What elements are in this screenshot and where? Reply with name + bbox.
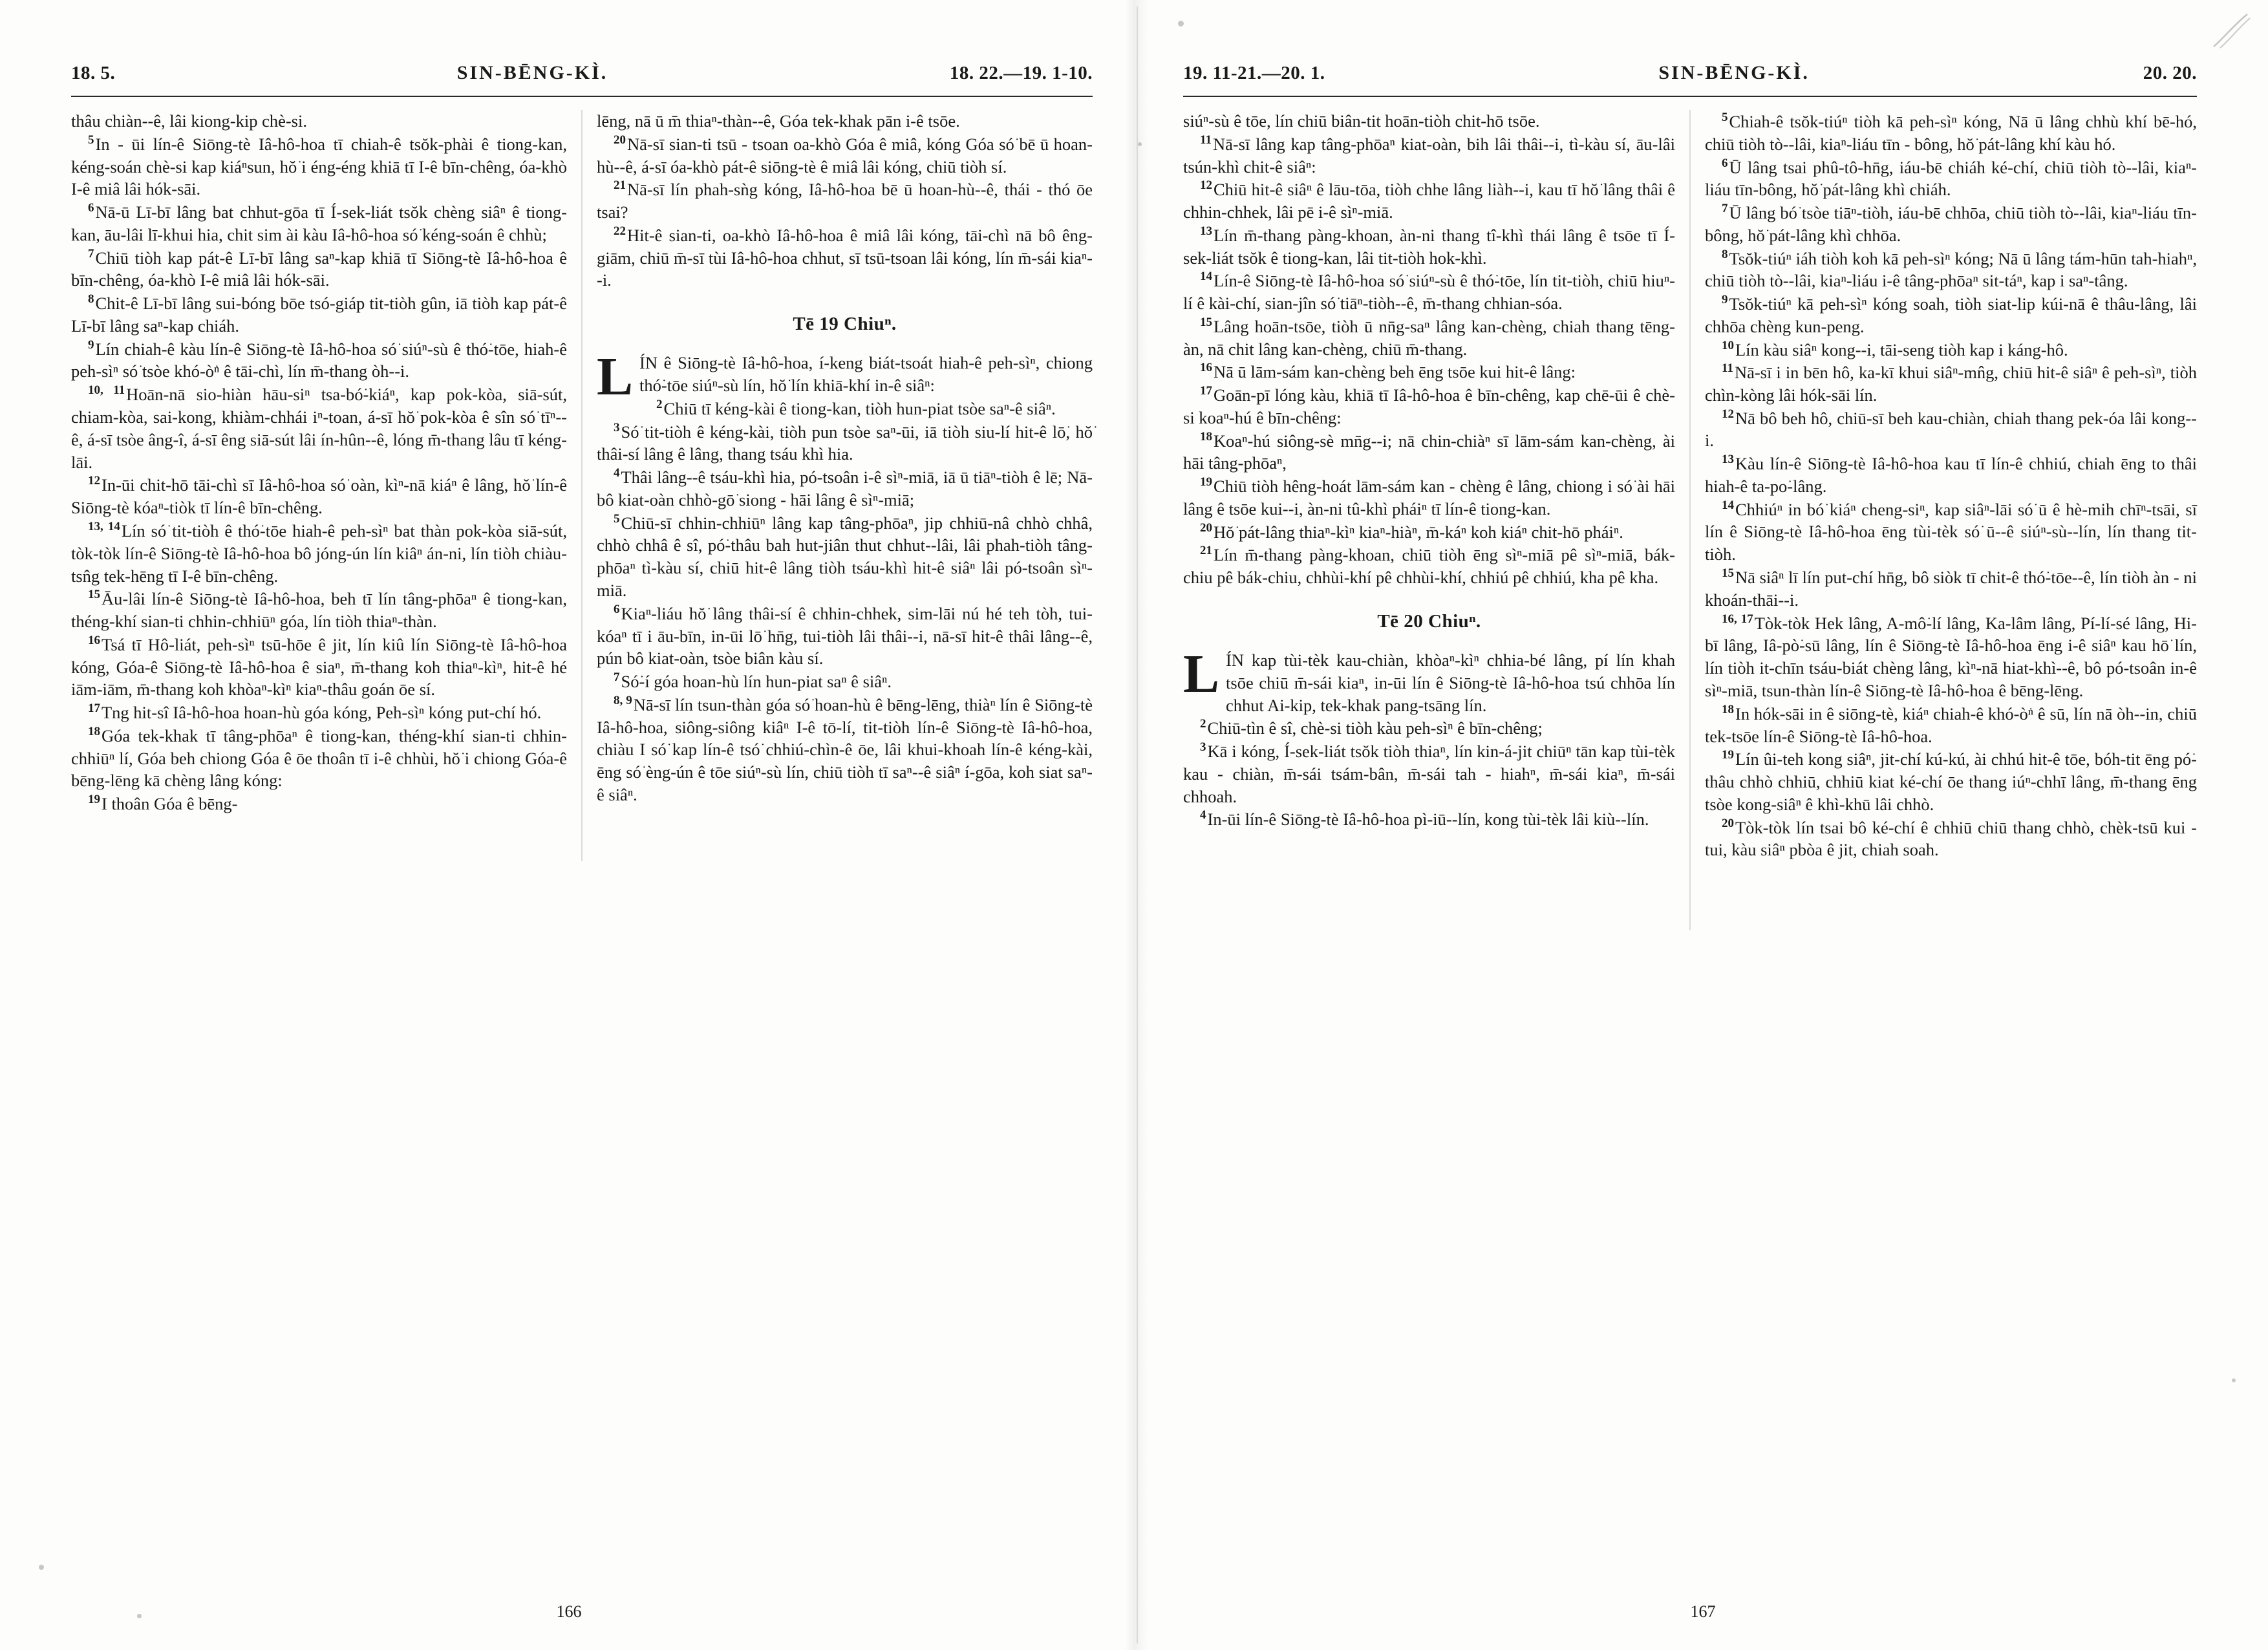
verse-text: Hit-ê sian-ti, oa-khò Iâ-hô-hoa ê miâ lâi kóng, tāi-chì nā bô êng-giām, chiū m̄-sī tùi Iâ-hô-hoa chhut, sī tsū-tsoan lâi kóng, lín m̄-sái kiaⁿ--i. [597, 225, 1093, 290]
verse [71, 200, 567, 246]
verse-text: Chiū tiòh hêng-hoát lām-sám kan - chèng ê lâng, chiong i só͘ ài hāi lâng ê tsōe kui--i, àn-ni tû-khì pháiⁿ tī lín-ê tiong-kan. [1183, 476, 1675, 519]
left-page-header-rule [71, 96, 1093, 97]
verse [1183, 740, 1675, 808]
verse-text: Chiū tī kéng-kài ê tiong-kan, tiòh hun-piat tsòe saⁿ-ê siâⁿ. [663, 398, 1056, 418]
verse [1705, 702, 2197, 748]
verse [1183, 543, 1675, 589]
verse-number: 12 [1722, 407, 1734, 421]
verse-text: Kàu lín-ê Siōng-tè Iâ-hô-hoa kau tī lín-ê chhiú, chiah ēng to thâi hiah-ê ta-po͘-lâng. [1705, 454, 2197, 496]
verse-text: Chiū hit-ê siâⁿ ê lāu-tōa, tiòh chhe lâng liàh--i, kau tī hŏ͘ lâng thâi ê chhin-chhek, lâi pē i-ê sìⁿ-miā. [1183, 180, 1675, 222]
verse [1705, 498, 2197, 566]
verse [597, 133, 1093, 178]
verse-number [88, 816, 89, 830]
right-page-book-title: SIN-BĒNG-KÌ. [1658, 62, 1810, 83]
left-page-column-2 [597, 110, 1093, 861]
verse-number: 17 [1200, 384, 1212, 398]
verse-number: 8 [88, 292, 94, 306]
verse [1705, 566, 2197, 612]
verse-number: 2 [1200, 717, 1206, 731]
verse [1705, 156, 2197, 202]
verse-number: 6 [1722, 156, 1728, 170]
verse [1705, 884, 2197, 908]
verse-text: Āu-lâi lín-ê Siōng-tè Iâ-hô-hoa, beh tī lín tâng-phōaⁿ ê tiong-kan, théng-khí sian-ti chhin-chhiūⁿ góa, lín tiòh thiaⁿ-thàn. [71, 589, 567, 632]
paper-speck [2232, 1378, 2236, 1382]
verse-text: ÍN kap tùi-tèk kau-chiàn, khòaⁿ-kìⁿ chhia-bé lâng, pí lín khah tsōe chiū m̄-sái kiaⁿ, in-ūi lín ê Siōng-tè Iâ-hô-hoa tsú chhōa lín chhut Ai-kip, tek-khak pang-tsāng lín. [1226, 650, 1675, 715]
verse-text: Koaⁿ-hú siông-sè mn̄g--i; nā chin-chiàⁿ sī lām-sám kan-chèng, ài hāi tâng-phōaⁿ, [1183, 431, 1675, 473]
chapter-opening-verse [1183, 643, 1675, 717]
verse-number: 9 [1722, 293, 1728, 307]
verse-text: Lín-ê Siōng-tè Iâ-hô-hoa só͘ siúⁿ-sù ê thó͘-tōe, lín tit-tiòh, chiū hiuⁿ-lí ê kài-chí, sian-jîn só͘ tiāⁿ-tiòh--ê, m̄-thang chhian-sóa. [1183, 271, 1675, 314]
verse [1183, 716, 1675, 740]
left-page-book-title: SIN-BĒNG-KÌ. [456, 62, 608, 83]
verse-text: I thoân Góa ê bēng- [102, 794, 238, 814]
verse [71, 383, 567, 473]
right-page-column-1 [1183, 110, 1675, 930]
text-run: thâu chiàn--ê, lâi kiong-kip chè-si. [71, 111, 307, 131]
verse [71, 246, 567, 292]
verse-number: 15 [1200, 315, 1212, 329]
right-page-header-right-ref: 20. 20. [2143, 63, 2197, 83]
verse-text: Hŏ͘ pát-lâng thiaⁿ-kìⁿ kiaⁿ-hiàⁿ, m̄-káⁿ koh kiáⁿ chit-hō pháiⁿ. [1214, 522, 1623, 542]
verse-text: Só͘-í góa hoan-hù lín hun-piat saⁿ ê siâⁿ. [621, 672, 892, 692]
verse-number: 19 [1722, 748, 1734, 762]
verse-number: 13 [1200, 224, 1212, 238]
verse [1705, 292, 2197, 338]
verse-number: 15 [88, 588, 100, 602]
verse [597, 397, 1093, 420]
left-page-header-right-ref: 18. 22.—19. 1-10. [949, 63, 1093, 83]
verse [1183, 315, 1675, 361]
verse-number: 7 [88, 246, 94, 261]
verse-number: 18 [1200, 429, 1212, 444]
verse-text: Nā-sī i in bēn hô, ka-kī khui siâⁿ-mn̂g, chiū hit-ê siâⁿ ê peh-sìⁿ, tiòh chìn-kòng lâi hók-sāi lín. [1705, 363, 2197, 405]
paper-speck [1138, 142, 1142, 146]
verse [1705, 338, 2197, 361]
verse-number: 6 [614, 602, 620, 616]
verse [71, 338, 567, 383]
verse-text: ÍN ê Siōng-tè Iâ-hô-hoa, í-keng biát-tsoát hiah-ê peh-sìⁿ, chiong thó͘-tōe siúⁿ-sù lín, hŏ͘ lín khiā-khí in-ê siâⁿ: [639, 353, 1093, 396]
verse-number: 18 [1722, 702, 1734, 716]
verse-text: Nā ū lām-sám kan-chèng beh ēng tsōe kui hit-ê lâng: [1214, 362, 1576, 382]
right-page-columns [1183, 110, 2197, 930]
verse-text: Lín só͘ tit-tiòh ê thó͘-tōe hiah-ê peh-sìⁿ bat thàn pok-kòa siā-sút, tòk-tòk lín-ê Siōng-tè Iâ-hô-hoa bô jóng-ún lín kiâⁿ án-ni, lín tiòh chiàu-tsn̂g tek-hēng tī I-ê bīn-chêng. [71, 520, 567, 586]
verse-number: 10, 11 [88, 383, 125, 398]
verse-number: 5 [88, 133, 94, 147]
verse-text: Tsŏk-tiúⁿ iáh tiòh koh kā peh-sìⁿ kóng; Nā ū lâng tám-hūn tah-hiahⁿ, chiū tiòh tò--lâi, kiaⁿ-liáu i-ê tâng-phōaⁿ sit-táⁿ, kap i saⁿ-tâng. [1705, 248, 2197, 291]
verse-number: 3 [614, 420, 620, 434]
verse-number: 20 [1722, 816, 1734, 830]
verse [1183, 133, 1675, 178]
verse-number: 15 [1722, 566, 1734, 581]
verse-number: 4 [614, 466, 620, 480]
verse-number: 19 [88, 793, 100, 807]
verse-number [88, 839, 89, 853]
verse [1705, 908, 2197, 931]
verse-number: 22 [614, 224, 626, 238]
verse-number: 8 [1722, 247, 1728, 261]
verse-number: 8, 9 [614, 693, 632, 707]
verse-number [1722, 862, 1723, 875]
verse-text: Tòk-tòk Hek lâng, A-mô͘-lí lâng, Ka-lâm lâng, Pí-lí-sé lâng, Hi-bī lâng, Iâ-pò͘-sū lâng, lín ê Siōng-tè Iâ-hô-hoa ēng i-ê siâⁿ kau hō͘ lín, lín tiòh it-chīn tsáu-biát chèng lâng, kìⁿ-nā hiat-khì--ê, bô pó-tsoân in-ê sìⁿ-miā, tsun-thàn lín-ê Siōng-tè Iâ-hô-hoa ê bēng-lēng. [1705, 613, 2197, 701]
verse-text: Kā i kóng, Í-sek-liát tsŏk tiòh thiaⁿ, lín kin-á-jit chiūⁿ tān kap tùi-tèk kau - chiàn, m̄-sái tsám-bân, m̄-sái tah - hiahⁿ, m̄-sái kiaⁿ, m̄-sái chhoah. [1183, 741, 1675, 806]
verse-number: 3 [1200, 740, 1206, 755]
verse [71, 633, 567, 701]
paragraph [597, 110, 1093, 133]
verse-text: Ū lâng tsai phû-tô-hn̄g, iáu-bē chiáh ké-chí, chiū tiòh tò--lâi, kiaⁿ-liáu tīn-bông, hŏ͘ pát-lâng khì chiáh. [1705, 157, 2197, 200]
verse [71, 473, 567, 519]
verse-number: 5 [1722, 111, 1728, 124]
verse-text: Tsŏk-tiúⁿ kā peh-sìⁿ kóng soah, tiòh siat-lip kúi-nā ê thâu-lâng, lâi chhōa chèng kun-peng. [1705, 294, 2197, 336]
chapter-heading: Tē 19 Chiuⁿ. [793, 314, 897, 335]
verse-number [1722, 885, 1723, 899]
verse-number: 16, 17 [1722, 612, 1753, 626]
verse-number: 11 [1200, 133, 1212, 147]
verse-text: Nā-sī lâng kap tâng-phōaⁿ kiat-oàn, bih lâi thâi--i, tì-kàu sí, āu-lâi tsún-khì chit-ê siâⁿ: [1183, 134, 1675, 177]
left-page-header-left-ref: 18. 5. [71, 63, 116, 83]
paragraph [71, 110, 567, 133]
right-page-column-2 [1705, 110, 2197, 930]
chapter-opening-verse [597, 347, 1093, 407]
verse-text: Lín kàu siâⁿ kong--i, tāi-seng tiòh kap i káng-hô. [1735, 339, 2068, 359]
verse-text: Nā bô beh hô, chiū-sī beh kau-chiàn, chiah thang pek-óa lâi kong--i. [1705, 408, 2197, 451]
chapter-heading: Tē 20 Chiuⁿ. [1377, 610, 1481, 632]
verse [1183, 224, 1675, 270]
verse [71, 587, 567, 633]
verse [1183, 520, 1675, 544]
verse-text: Hoān-nā sio-hiàn hāu-siⁿ tsa-bó͘-kiáⁿ, kap pok-kòa, siā-sút, chiam-kòa, sai-kong, khiàm-chhái iⁿ-toan, á-sī hŏ͘ pok-kòa ê sîn só͘ tīⁿ--ê, á-sī tsòe âng-î, á-sī êng siā-sút lâi ín-hûn--ê, lóng m̄-thang lâu tī kéng-lāi. [71, 385, 568, 472]
verse [597, 602, 1093, 670]
verse-number: 12 [88, 474, 100, 488]
left-page-column-1 [71, 110, 567, 861]
verse [597, 670, 1093, 693]
verse-number: 20 [614, 133, 626, 147]
verse [1705, 361, 2197, 407]
verse-number: 11 [1722, 361, 1733, 376]
verse [1183, 383, 1675, 429]
verse-number: 7 [614, 670, 620, 685]
verse-number: 5 [614, 511, 620, 526]
verse-number: 16 [1200, 361, 1212, 375]
verse [71, 292, 567, 338]
verse-number [1722, 908, 1723, 922]
verse-number: 18 [88, 724, 100, 738]
verse-text: In hók-sāi in ê siōng-tè, kiáⁿ chiah-ê khó-ò͘ⁿ ê sū, lín nā òh--in, chiū tek-tsōe lín-ê Siōng-tè Iâ-hô-hoa. [1705, 703, 2197, 746]
verse [1705, 407, 2197, 453]
page-corner-curl-icon [2211, 12, 2256, 50]
verse-text: Lín m̄-thang pàng-khoan, àn-ni thang tî-khì thái lâng ê tsōe tī Í-sek-liát tsŏk ê tiong-kan, lâi tit-tiòh hok-khì. [1183, 225, 1675, 268]
verse-number: 19 [1200, 475, 1212, 489]
right-page [1138, 0, 2268, 1650]
left-page-header [71, 62, 1093, 84]
verse-text: In-ūi chit-hō tāi-chì sī Iâ-hô-hoa só͘ oàn, kìⁿ-nā kiáⁿ ê lâng, hŏ͘ lín-ê Siōng-tè kóaⁿ-tiòk tī lín-ê bīn-chêng. [71, 475, 567, 518]
verse [1183, 269, 1675, 315]
verse-text: Só͘ tit-tiòh ê kéng-kài, tiòh pun tsòe saⁿ-ūi, iā tiòh siu-lí hit-ê lō͘, hŏ͘ thâi-sí lâng ê lâng, thang tsáu khì hia. [597, 422, 1093, 464]
verse [1183, 808, 1675, 831]
page-divider-line [1137, 6, 1138, 1644]
verse [597, 466, 1093, 511]
verse [1705, 110, 2197, 156]
verse-number: 7 [1722, 202, 1728, 216]
verse-number: 16 [88, 633, 100, 647]
verse-text: Lín ûi-teh kong siâⁿ, jit-chí kú-kú, ài chhú hit-ê tōe, bóh-tit ēng pó͘-thâu chhò chhiū, chhiū kiat ké-chí ōe thang iúⁿ-chhī lâng, m̄-thang ēng tsòe kong-siâⁿ ê khì-khū lâi chhò. [1705, 749, 2197, 814]
paper-speck [1178, 21, 1184, 27]
verse-text: Lín m̄-thang pàng-khoan, chiū tiòh ēng sìⁿ-miā pê sìⁿ-miā, bák-chiu pê bák-chiu, chhùi-khí pê chhùi-khí, chhiú pê chhiú, kha pê kha. [1183, 545, 1675, 587]
right-page-header-left-ref: 19. 11-21.—20. 1. [1183, 63, 1325, 83]
paragraph [1183, 110, 1675, 133]
verse [71, 815, 567, 839]
verse [71, 839, 567, 862]
verse-number: 9 [88, 338, 94, 352]
verse-text: Chiū tiòh kap pát-ê Lī-bī lâng saⁿ-kap khiā tī Siōng-tè Iâ-hô-hoa ê bīn-chêng, óa-khò I-ê miâ lâi hók-sāi. [71, 248, 567, 290]
verse-number: 13, 14 [88, 519, 120, 533]
verse-number: 10 [1722, 338, 1734, 352]
drop-cap: L [1183, 643, 1220, 704]
verse [597, 178, 1093, 224]
verse-text: Kiaⁿ-liáu hŏ͘ lâng thâi-sí ê chhin-chhek, sim-lāi nú hé teh tòh, tui-kóaⁿ tī i āu-bīn, in-ūi lō͘ hn̄g, tui-tiòh lâi thâi--i, nā-sī hit-ê thâi lâng--ê, pún bô kiat-oàn, tsòe biân kàu sí. [597, 603, 1093, 669]
verse [1183, 429, 1675, 475]
verse-text: Chiū-sī chhin-chhiūⁿ lâng kap tâng-phōaⁿ, jip chhiū-nâ chhò chhâ, chhò chhâ ê sî, pó͘-thâu bah hut-jiân thut chhut--lâi, lâi phah-tiòh tâng-phōaⁿ tì-kàu sí, chiū hit-ê lâng tiòh tsáu-khì hit-ê siâⁿ lâi pó-tsoân sìⁿ-miā. [597, 513, 1093, 600]
verse [71, 792, 567, 815]
verse [597, 511, 1093, 602]
verse-text: Tòk-tòk lín tsai bô ké-chí ê chhiū chiū thang chhò, chèk-tsū kui - tui, kàu siâⁿ pbòa ê jit, chiah soah. [1705, 817, 2197, 860]
verse [1183, 178, 1675, 224]
verse-number: 13 [1722, 453, 1734, 467]
verse [1705, 247, 2197, 293]
verse-text: Tsá tī Hô-liát, peh-sìⁿ tsū-hōe ê jit, lín kiû lín Siōng-tè Iâ-hô-hoa kóng, Góa-ê Siōng-tè Iâ-hô-hoa ê siaⁿ, m̄-thang koh thiaⁿ-kìⁿ, hit-ê hé iām-iām, m̄-thang koh khòaⁿ-kìⁿ kiaⁿ-thâu goán ōe sí. [71, 634, 567, 700]
verse-text: Góa tek-khak tī tâng-phōaⁿ ê tiong-kan, théng-khí sian-ti chhin-chhiūⁿ lí, Góa beh chiong Góa ê ōe thoân tī i-ê chhùi, hŏ͘ i chiong Góa-ê bēng-lēng kā chèng lâng kóng: [71, 725, 567, 791]
verse-text: Nā-sī lín phah-sǹg kóng, Iâ-hô-hoa bē ū hoan-hù--ê, thái - thó ōe tsai? [597, 180, 1093, 222]
verse-number: 2 [656, 397, 663, 411]
verse [1183, 475, 1675, 520]
verse-number: 20 [1200, 520, 1212, 535]
verse-text: Nā siâⁿ lī lín put-chí hn̄g, bô siòk tī chit-ê thó͘-tōe--ê, lín tiòh àn - ni khoán-thāi--i. [1705, 567, 2197, 610]
verse-text: Nā-sī sian-ti tsū - tsoan oa-khò Góa ê miâ, kóng Góa só͘ bē ū hoan-hù--ê, á-sī óa-khò pát-ê siōng-tè ê miâ lâi kóng, chiū tiòh sí. [597, 134, 1093, 177]
right-page-folio: 167 [1690, 1602, 1716, 1621]
verse-text: Chit-ê Lī-bī lâng sui-bóng bōe tsó-giáp tit-tiòh gûn, iā tiòh kap pát-ê Lī-bī lâng saⁿ-kap chiáh. [71, 294, 567, 336]
left-page-folio: 166 [556, 1602, 582, 1621]
verse [1705, 861, 2197, 884]
verse-text: Lâng hoān-tsōe, tiòh ū nn̄g-saⁿ lâng kan-chèng, chiah thang tēng-àn, nā chit lâng kan-chèng, chiū m̄-thang. [1183, 316, 1675, 359]
verse-text: Ū lâng bó͘ tsòe tiāⁿ-tiòh, iáu-bē chhōa, chiū tiòh tò--lâi, kiaⁿ-liáu tīn-bông, hŏ͘ pát-lâng khì chhōa. [1705, 202, 2197, 245]
verse-text: Chiah-ê tsŏk-tiúⁿ tiòh kā peh-sìⁿ kóng, Nā ū lâng chhù khí bē-hó, chiū tiòh tò--lâi, kiaⁿ-liáu tīn - bông, hŏ͘ pát-lâng khí kàu hó. [1705, 111, 2197, 154]
verse [1705, 816, 2197, 862]
verse [71, 724, 567, 792]
verse [597, 420, 1093, 466]
verse-number: 4 [1200, 808, 1206, 822]
drop-cap: L [597, 347, 634, 407]
verse [597, 224, 1093, 292]
verse-text: Tng hit-sî Iâ-hô-hoa hoan-hù góa kóng, Peh-sìⁿ kóng put-chí hó. [102, 703, 542, 723]
verse [597, 693, 1093, 806]
verse-text: In-ūi lín-ê Siōng-tè Iâ-hô-hoa pì-iū--lín, kong tùi-tèk lâi kiù--lín. [1207, 809, 1649, 830]
verse [1705, 201, 2197, 247]
verse-number: 14 [1722, 498, 1734, 512]
right-page-header [1183, 62, 2197, 84]
verse [71, 133, 567, 200]
verse-text: In - ūi lín-ê Siōng-tè Iâ-hô-hoa tī chiah-ê tsŏk-phài ê tiong-kan, kéng-soán chè-si kap kiáⁿsun, hŏ͘ i éng-éng khiā tī I-ê bīn-chêng, óa-khò I-ê miâ lâi hók-sāi. [71, 134, 567, 199]
verse-text: Nā-ū Lī-bī lâng bat chhut-gōa tī Í-sek-liát tsŏk chèng siâⁿ ê tiong-kan, āu-lâi lī-khui hia, chit sim ài kàu Iâ-hô-hoa só͘ kéng-soán ê chhù; [71, 202, 567, 244]
verse-number: 14 [1200, 270, 1212, 284]
paper-speck [39, 1565, 44, 1570]
verse-text: Goān-pī lóng kàu, khiā tī Iâ-hô-hoa ê bīn-chêng, kap chē-ūi ê chè-si koaⁿ-hú ê bīn-chêng: [1183, 385, 1675, 427]
verse-text: Nā-sī lín tsun-thàn góa só͘ hoan-hù ê bēng-lēng, thiàⁿ lín ê Siōng-tè Iâ-hô-hoa, siông-siông kiâⁿ I-ê tō-lí, tit-tiòh lín-ê Siōng-tè Iâ-hô-hoa, chiàu I só͘ kap lín-ê tsó͘ chhiú-chìn-ê ōe, lâi khui-khoah lín-ê kéng-kài, ēng só͘ èng-ún ê tōe siúⁿ-sù lín, chiū tiòh tī saⁿ--ê siâⁿ í-gōa, koh siat saⁿ-ê siâⁿ. [597, 694, 1093, 805]
verse-text: Lín chiah-ê kàu lín-ê Siōng-tè Iâ-hô-hoa só͘ siúⁿ-sù ê thó͘-tōe, hiah-ê peh-sìⁿ só͘ tsòe khó-ò͘ⁿ ê tāi-chì, lín m̄-thang òh--i. [71, 339, 567, 381]
verse-number: 21 [1200, 544, 1212, 558]
verse [71, 519, 567, 587]
verse [71, 701, 567, 724]
right-page-header-rule [1183, 96, 2197, 97]
verse-text: Thâi lâng--ê tsáu-khì hia, pó-tsoân i-ê sìⁿ-miā, iā ū tiāⁿ-tiòh ê lē; Nā-bô kiat-oàn chhò-gō͘ siong - hāi lâng ê sìⁿ-miā; [597, 467, 1093, 509]
verse [1705, 747, 2197, 815]
verse-number: 17 [88, 702, 100, 716]
left-page-columns [71, 110, 1093, 861]
verse-number: 6 [88, 201, 94, 215]
verse [1183, 360, 1675, 383]
verse-number: 21 [614, 178, 626, 193]
verse-text: Chhiúⁿ in bó͘ kiáⁿ cheng-siⁿ, kap siâⁿ-lāi só͘ ū ê hè-mih chīⁿ-tsāi, sī lín ê Siōng-tè Iâ-hô-hoa ēng tùi-tèk só͘ ū--ê siúⁿ-sù--lín, lín thang tit-tiòh. [1705, 499, 2197, 564]
verse-number: 12 [1200, 178, 1212, 193]
text-run: lēng, nā ū m̄ thiaⁿ-thàn--ê, Góa tek-khak pān i-ê tsōe. [597, 111, 960, 131]
verse-text: Chiū-tìn ê sî, chè-si tiòh kàu peh-sìⁿ ê bīn-chêng; [1207, 718, 1543, 738]
paper-speck [137, 1614, 142, 1618]
verse [1705, 452, 2197, 498]
text-run: siúⁿ-sù ê tōe, lín chiū biân-tit hoān-tiòh chit-hō tsōe. [1183, 111, 1540, 131]
verse [1705, 612, 2197, 702]
